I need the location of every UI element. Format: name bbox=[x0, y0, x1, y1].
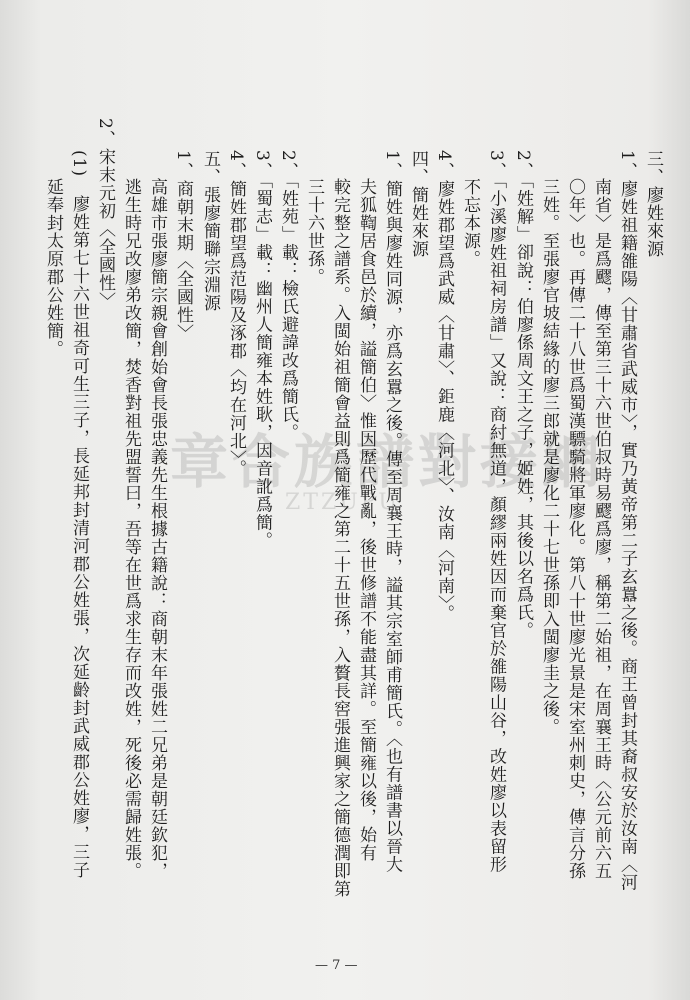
text-column-12: 夫狐鞫居食邑於續，謚簡伯〉惟因歷代戰亂，後世修譜不能盡其詳。至簡雍以後，始有 bbox=[356, 178, 376, 862]
text-column-9: 4、廖姓郡望爲武威〈甘肅〉、鉅鹿〈河北〉、汝南〈河南〉。 bbox=[434, 150, 454, 623]
text-column-19: 1、商朝末期〈全國性〉 bbox=[173, 150, 193, 342]
text-column-2: 1、廖姓祖籍雒陽〈甘肅省武威市〉，實乃黃帝第二子玄囂之後。商王曾封其裔叔安於汝南〈河 bbox=[617, 150, 637, 892]
text-column-15: 2、「姓苑」載：檢氏避諱改爲簡氏。 bbox=[278, 150, 298, 442]
text-column-10: 四、簡姓來源 bbox=[408, 150, 428, 258]
text-column-16: 3、「蜀志」載：幽州人簡雍本姓耿，因音訛爲簡。 bbox=[252, 150, 272, 550]
text-column-14: 三十六世孫。 bbox=[304, 178, 324, 286]
text-column-18: 五、張廖簡聯宗淵源 bbox=[200, 150, 220, 312]
text-column-8: 不忘本源。 bbox=[460, 178, 480, 268]
text-column-22: 2、宋末元初〈全國性〉 bbox=[95, 118, 115, 310]
text-column-1: 三、廖姓來源 bbox=[643, 150, 663, 258]
page-number: — 7 — bbox=[315, 958, 358, 973]
text-column-7: 3、「小溪廖姓祖祠房譜」又說：商紂無道，顏繆兩姓因而棄官於雒陽山谷，改姓廖以表留形 bbox=[486, 150, 506, 874]
text-column-6: 2、「姓解」卻說：伯廖係周文王之子，姬姓，其後以名爲氏。 bbox=[513, 150, 533, 640]
text-column-5: 三姓。至張廖官坡結緣的廖三郎就是廖化二十七世孫即入閩廖圭之後。 bbox=[539, 178, 559, 736]
text-column-20: 高雄市張廖簡宗親會創始會長張忠義先生根據古籍說：商朝末年張姓二兄弟是朝廷欽犯， bbox=[147, 178, 167, 880]
text-column-13: 較完整之譜系。入閩始祖簡會益則爲簡雍之第二十五世孫，入贅長窖張進興家之簡德潤即第 bbox=[330, 178, 350, 898]
text-column-4: 〇年〉也。再傳二十八世爲蜀漢驃騎將軍廖化。第八十世廖光景是宋室州刺史，傳言分孫 bbox=[565, 178, 585, 880]
text-column-17: 4、簡姓郡望爲范陽及涿郡〈均在河北〉。 bbox=[226, 150, 246, 478]
text-column-24: 延奉封太原郡公姓簡。 bbox=[43, 178, 63, 358]
text-column-3: 南省〉是爲飂，傳至第三十六世伯叔時易飂爲廖，稱第二始祖，在周襄王時〈公元前六五 bbox=[591, 178, 611, 880]
text-column-21: 逃生時兄改廖弟改簡，焚香對祖先盟誓曰，吾等在世爲求生存而改姓，死後必需歸姓張。 bbox=[121, 178, 141, 880]
text-column-11: 1、簡姓與廖姓同源，亦爲玄囂之後。傳至周襄王時，謚其宗室師甫簡氏。〈也有譜書以晉大 bbox=[382, 150, 402, 874]
watermark-subtext: ZTZUPU bbox=[285, 490, 400, 515]
watermark-text: 章合族譜對接網 bbox=[170, 428, 605, 496]
text-column-23: (1) 廖姓第七十六世祖奇可生三子，長延邦封清河郡公姓張，次延齡封武威郡公姓廖，三子 bbox=[69, 150, 89, 880]
